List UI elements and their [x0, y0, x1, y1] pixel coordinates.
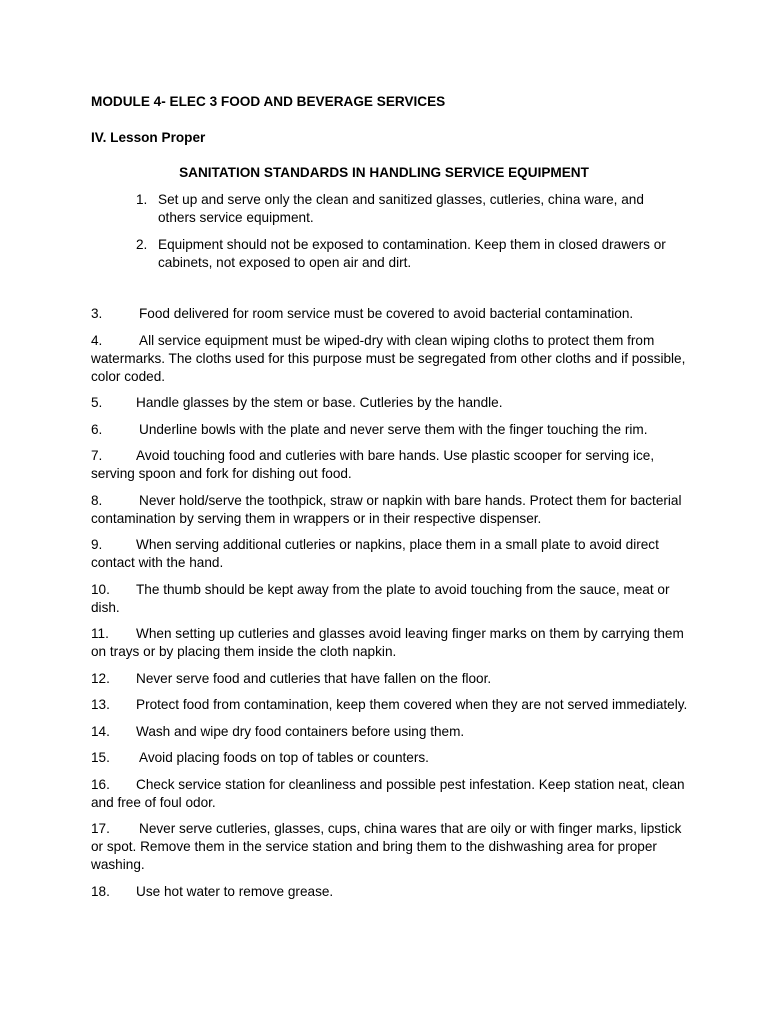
list-item — [91, 625, 691, 661]
list-item — [91, 332, 691, 386]
list-item-text: Underline bowls with the plate and never serve them with the finger touching the rim. — [139, 421, 648, 437]
list-item-number: 11. — [91, 626, 109, 641]
list-item — [91, 776, 691, 812]
list-item — [91, 394, 691, 412]
list-item-text: Handle glasses by the stem or base. Cutleries by the handle. — [136, 395, 503, 410]
list-item — [91, 883, 691, 901]
list-item-number: 3. — [91, 306, 103, 321]
numbered-list — [136, 191, 676, 281]
list-item — [136, 236, 676, 272]
standards-list — [91, 305, 691, 909]
list-item-number: 17. — [91, 821, 110, 836]
list-item-text: Use hot water to remove grease. — [136, 883, 334, 899]
list-item-text: Equipment should not be exposed to contamination. Keep them in closed drawers or cabinets, not exposed to open air and dirt. — [158, 237, 666, 270]
list-item-text: Food delivered for room service must be covered to avoid bacterial contamination. — [139, 306, 634, 321]
list-item-text: Wash and wipe dry food containers before using them. — [136, 723, 465, 739]
list-item-text: Avoid touching food and cutleries with bare hands. Use plastic scooper for serving ice, serving spoon and fork for dishing out food. — [91, 448, 655, 481]
list-item-text: Protect food from contamination, keep them covered when they are not served immediately. — [136, 697, 688, 712]
list-item-text: Check service station for cleanliness and possible pest infestation. Keep station neat, clean and free of foul odor. — [91, 776, 685, 810]
list-item — [136, 191, 676, 227]
list-item-text: All service equipment must be wiped-dry with clean wiping cloths to protect them from watermarks. The cloths used for this purpose must be segregated from other cloths and if possible, color coded. — [91, 332, 686, 384]
list-item-text: Avoid placing foods on top of tables or counters. — [139, 750, 429, 765]
list-item-number: 10. — [91, 581, 110, 597]
list-item — [91, 581, 691, 617]
list-item — [91, 492, 691, 528]
list-item-text: Never serve food and cutleries that have fallen on the floor. — [136, 670, 492, 686]
list-item — [91, 696, 691, 714]
list-item-text: When setting up cutleries and glasses avoid leaving finger marks on them by carrying them on trays or by placing them inside the cloth napkin. — [91, 626, 684, 659]
list-item-number: 9. — [91, 537, 103, 552]
list-item — [91, 820, 691, 874]
list-item-number: 8. — [91, 492, 103, 508]
list-item-number: 12. — [91, 670, 110, 686]
list-item-text: When serving additional cutleries or napkins, place them in a small plate to avoid direct contact with the hand. — [91, 537, 659, 570]
list-item-number: 13. — [91, 697, 110, 712]
lesson-heading: IV. Lesson Proper — [91, 130, 206, 145]
list-item — [91, 421, 691, 439]
list-item — [91, 723, 691, 741]
list-item-number: 15. — [91, 750, 110, 765]
list-item-text: Set up and serve only the clean and sanitized glasses, cutleries, china ware, and others service equipment. — [158, 192, 644, 225]
list-item-number: 18. — [91, 883, 110, 899]
list-item-number: 14. — [91, 723, 110, 739]
list-item — [91, 670, 691, 688]
list-item-number: 2. — [136, 237, 148, 252]
list-item — [91, 749, 691, 767]
list-item-number: 4. — [91, 332, 103, 348]
list-item — [91, 536, 691, 572]
list-item-text: Never hold/serve the toothpick, straw or napkin with bare hands. Protect them for bacterial contamination by serving them in wrappers or in their respective dispenser. — [91, 492, 682, 526]
list-item-number: 5. — [91, 395, 103, 410]
module-title: MODULE 4- ELEC 3 FOOD AND BEVERAGE SERVICES — [91, 94, 446, 109]
section-title: SANITATION STANDARDS IN HANDLING SERVICE EQUIPMENT — [179, 165, 589, 180]
list-item-number: 6. — [91, 421, 103, 437]
list-item-text: The thumb should be kept away from the plate to avoid touching from the sauce, meat or dish. — [91, 581, 670, 615]
list-item-number: 7. — [91, 448, 103, 463]
list-item — [91, 305, 691, 323]
list-item-number: 16. — [91, 776, 110, 792]
list-item-text: Never serve cutleries, glasses, cups, china wares that are oily or with finger marks, lipstick or spot. Remove them in the service station and bring them to the dishwashing area for proper washing. — [91, 821, 682, 872]
list-item — [91, 447, 691, 483]
list-item-number: 1. — [136, 192, 148, 207]
